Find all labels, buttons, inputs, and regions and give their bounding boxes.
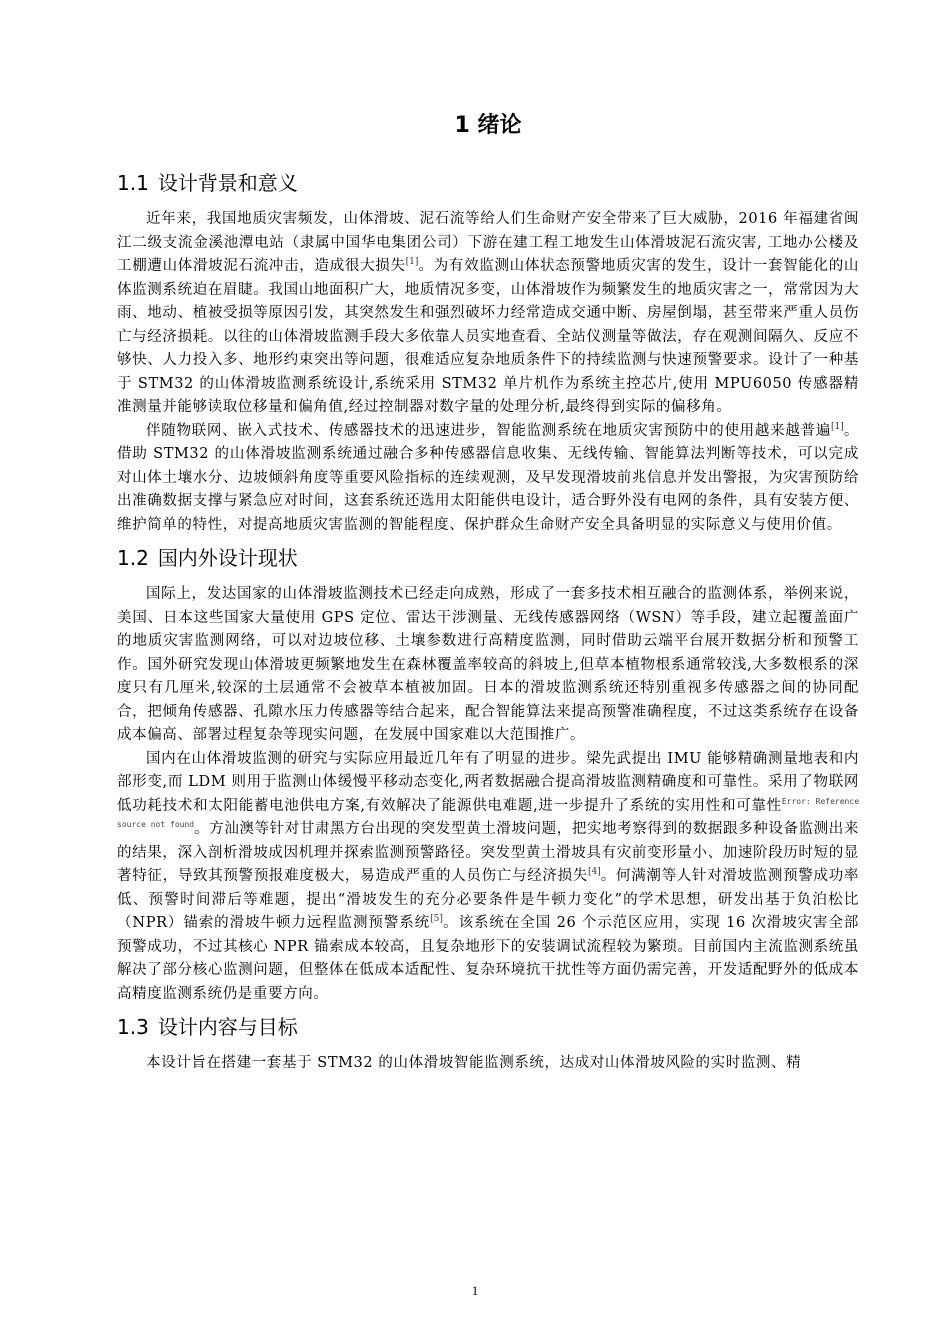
- citation-ref[interactable]: [4]: [587, 867, 601, 878]
- paragraph-text: 近年来，我国地质灾害频发，山体滑坡、泥石流等给人们生命财产安全带来了巨大威胁，2016 年福建省闽江二级支流金溪池潭电站（隶属中国华电集团公司）下游在建工程工地发生山体滑坡泥石流灾害, 工地办公楼及工棚遭山体滑坡泥石流冲击，造成很大损失: [117, 211, 859, 274]
- paragraph: [117, 1052, 859, 1076]
- page-number: 1: [471, 1283, 479, 1298]
- paragraph-text: 。借助 STM32 的山体滑坡监测系统通过融合多种传感器信息收集、无线传输、智能算法判断等技术，可以完成对山体土壤水分、边坡倾斜角度等重要风险指标的连续观测，及早发现滑坡前兆信息并发出警报，为灾害预防给出准确数据支撑与紧急应对时间，这套系统还选用太阳能供电设计，适合野外没有电网的条件，具有安装方便、维护简单的特性，对提高地质灾害监测的智能程度、保护群众生命财产安全具备明显的实际意义与使用价值。: [117, 422, 859, 533]
- section-title-text: 国内外设计现状: [157, 546, 298, 570]
- paragraph-text: 国际上，发达国家的山体滑坡监测技术已经走向成熟，形成了一套多技术相互融合的监测体系，举例来说，美国、日本这些国家大量使用 GPS 定位、雷达干涉测量、无线传感器网络（WSN）等手段，建立起覆盖面广的地质灾害监测网络，可以对边坡位移、土壤参数进行高精度监测，同时借助云端平台展开数据分析和预警工作。国外研究发现山体滑坡更频繁地发生在森林覆盖率较高的斜坡上,但草本植物根系通常较浅,大多数根系的深度只有几厘米,较深的土层通常不会被草本植被加固。日本的滑坡监测系统还特别重视多传感器之间的协同配合，把倾角传感器、孔隙水压力传感器等结合起来，配合智能算法来提高预警准确程度，不过这类系统存在设备成本偏高、部署过程复杂等现实问题，在发展中国家难以大范围推广。: [117, 586, 859, 743]
- paragraph-text: 。方汕澳等针对甘肃黑方台出现的突发型黄土滑坡问题，把实地考察得到的数据跟多种设备监测出来的结果，深入剖析滑坡成因机理并探索监测预警路径。突发型黄土滑坡具有灾前变形量小、加速阶段历时短的显著特征，导致其预警预报难度极大，易造成严重的人员伤亡与经济损失: [117, 821, 859, 884]
- section-title-text: 设计背景和意义: [157, 171, 298, 195]
- citation-ref[interactable]: [5]: [430, 914, 443, 925]
- paragraph-text: 。该系统在全国 26 个示范区应用，实现 16 次滑坡灾害全部预警成功，不过其核心 NPR 锚索成本较高，且复杂地形下的安装调试流程较为繁琐。目前国内主流监测系统虽解决了部分核心监测问题，但整体在低成本适配性、复杂环境抗干扰性等方面仍需完善，开发适配野外的低成本高精度监测系统仍是重要方向。: [117, 915, 859, 1002]
- paragraph: [117, 208, 859, 420]
- paragraph: [117, 748, 859, 1007]
- section-number: 1.3: [117, 1015, 149, 1039]
- section-number: 1.1: [117, 171, 149, 195]
- paragraph-text: 国内在山体滑坡监测的研究与实际应用最近几年有了明显的进步。梁先武提出 IMU 能够精确测量地表和内部形变,而 LDM 则用于监测山体缓慢平移动态变化,两者数据融合提高滑坡监测精确度和可靠性。采用了物联网低功耗技术和太阳能蓄电池供电方案,有效解决了能源供电难题,进一步提升了系统的实用性和可靠性: [117, 750, 859, 814]
- citation-ref[interactable]: [1]: [405, 257, 419, 268]
- section-heading-1-2: [117, 543, 859, 573]
- paragraph-text: 本设计旨在搭建一套基于 STM32 的山体滑坡智能监测系统，达成对山体滑坡风险的实时监测、精: [146, 1055, 802, 1071]
- paragraph: [117, 583, 859, 748]
- chapter-title: 1 绪论: [454, 113, 522, 138]
- page-content: [117, 106, 859, 1076]
- section-heading-1-3: [117, 1012, 859, 1042]
- paragraph-text: 伴随物联网、嵌入式技术、传感器技术的迅速进步，智能监测系统在地质灾害预防中的使用越来越普遍: [146, 422, 832, 439]
- reference-error-note: Error: Reference source not found: [117, 796, 860, 830]
- paragraph: [117, 420, 859, 538]
- section-number: 1.2: [117, 546, 149, 570]
- paragraph-text: 。何满潮等人针对滑坡监测预警成功率低、预警时间滞后等难题，提出“滑坡发生的充分必要条件是牛顿力变化”的学术思想，研发出基于负泊松比（NPR）锚索的滑坡牛顿力远程监测预警系统: [117, 868, 859, 931]
- section-title-text: 设计内容与目标: [157, 1015, 298, 1039]
- paragraph-text: 。为有效监测山体状态预警地质灾害的发生，设计一套智能化的山体监测系统迫在眉睫。我国山地面积广大，地质情况多变，山体滑坡作为频繁发生的地质灾害之一，常常因为大雨、地动、植被受损等原因引发，其突然发生和强烈破坏力经常造成交通中断、房屋倒塌，甚至带来严重人员伤亡与经济损耗。以往的山体滑坡监测手段大多依靠人员实地查看、全站仪测量等做法，存在观测间隔久、反应不够快、人力投入多、地形约束突出等问题，很难适应复杂地质条件下的持续监测与快速预警要求。设计了一种基于 STM32 的山体滑坡监测系统设计,系统采用 STM32 单片机作为系统主控芯片,使用 MPU6050 传感器精准测量并能够读取位移量和偏角值,经过控制器对数字量的处理分析,最终得到实际的偏移角。: [117, 258, 859, 415]
- section-heading-1-1: [117, 168, 859, 198]
- citation-ref[interactable]: [1]: [831, 421, 844, 432]
